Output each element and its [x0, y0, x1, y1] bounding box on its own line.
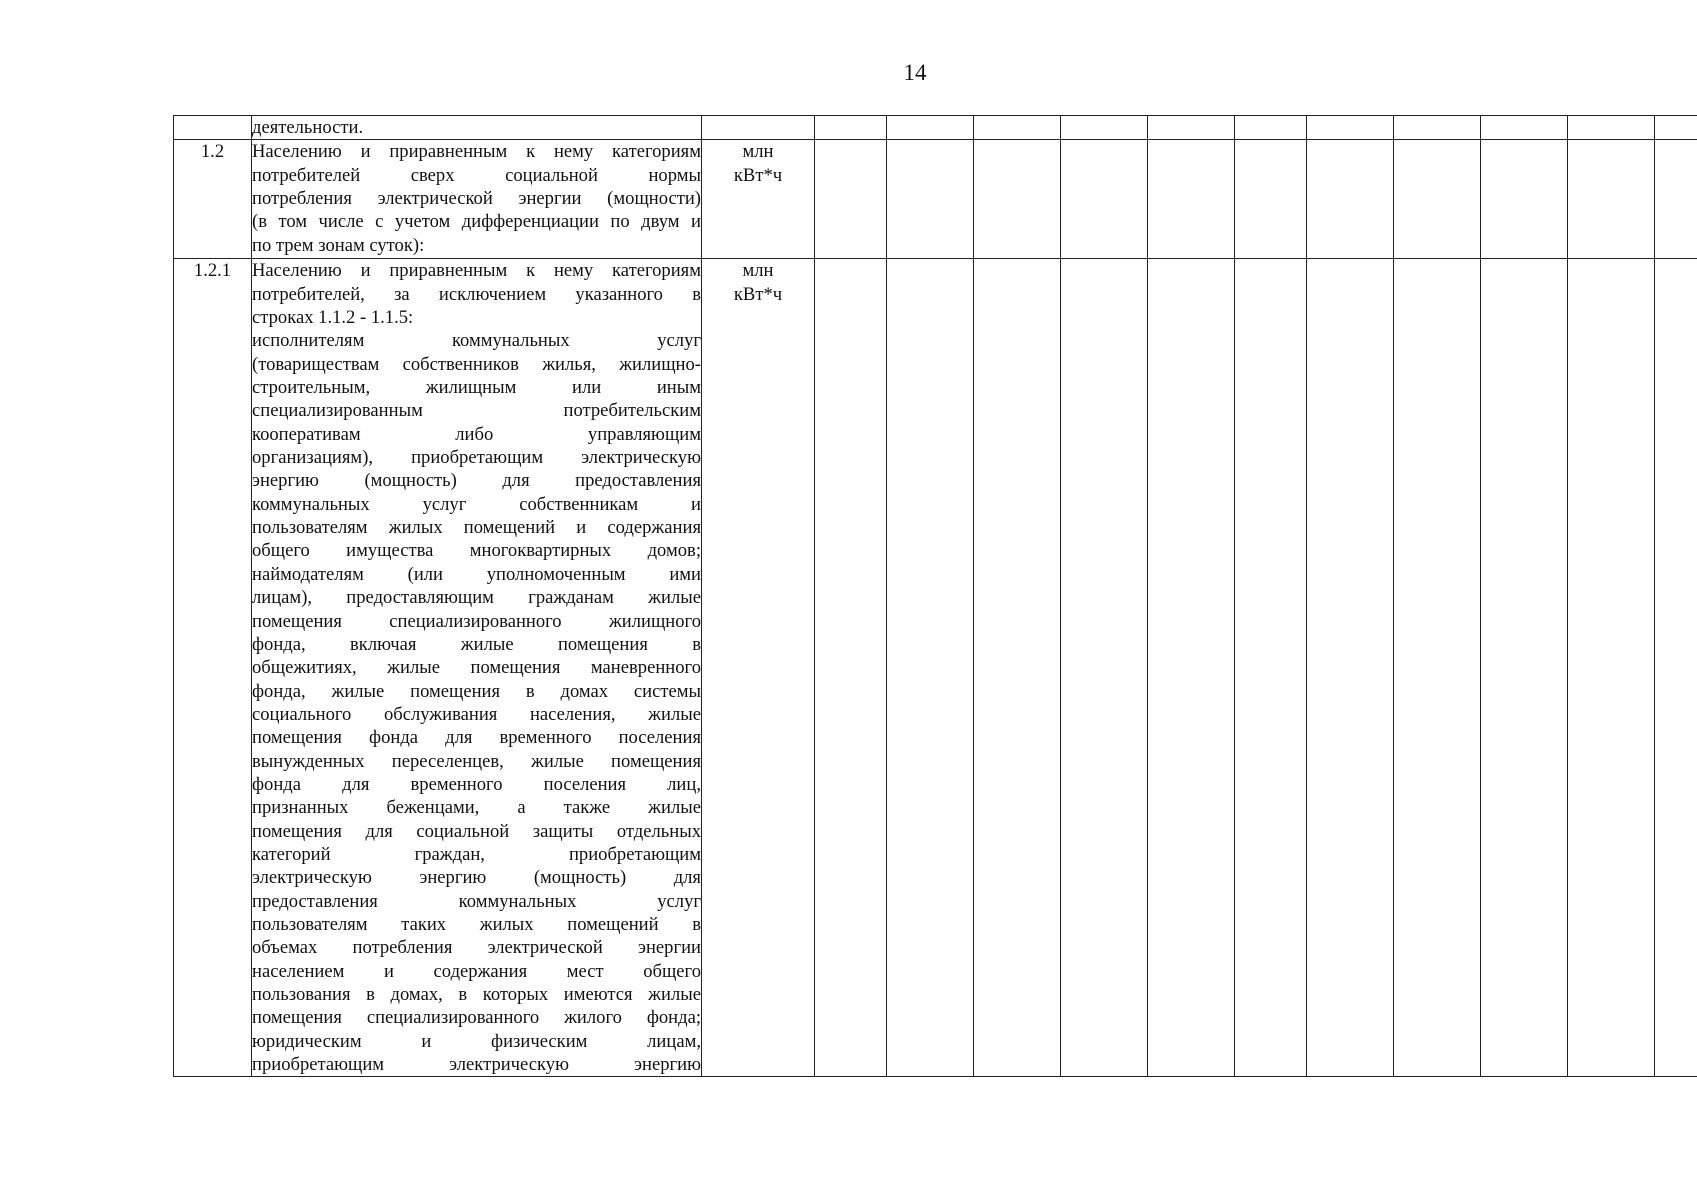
value-cell	[887, 116, 974, 140]
unit-text: кВт*ч	[733, 283, 783, 305]
description-line: строительным, жилищным или иным	[252, 377, 701, 399]
value-cell	[974, 140, 1061, 259]
description-line: кооперативам либо управляющим	[252, 423, 701, 445]
description-line: строках 1.1.2 - 1.1.5:	[252, 307, 414, 329]
value-cell	[974, 116, 1061, 140]
data-table	[173, 115, 1697, 1077]
table-row	[174, 259, 1697, 1077]
value-cell	[1061, 116, 1148, 140]
row-number-cell	[174, 116, 252, 140]
unit-text: млн	[742, 260, 774, 282]
unit-text: кВт*ч	[733, 164, 783, 186]
value-cell	[815, 116, 887, 140]
value-cell	[1394, 116, 1481, 140]
value-cell	[1307, 116, 1394, 140]
value-cell	[1235, 116, 1307, 140]
description-line: помещения специализированного жилого фонда;	[252, 1007, 701, 1029]
description-line: потребителей, за исключением указанного в	[252, 283, 701, 305]
description-line: пользователям жилых помещений и содержания	[252, 517, 701, 539]
value-cell	[1394, 259, 1481, 1077]
value-cell	[1061, 140, 1148, 259]
description-line: общего имущества многоквартирных домов;	[252, 540, 701, 562]
description-line: коммунальных услуг собственникам и	[252, 493, 701, 515]
description-line: предоставления коммунальных услуг	[252, 890, 701, 912]
value-cell	[1481, 116, 1568, 140]
value-cell	[1568, 116, 1655, 140]
description-line: фонда для временного поселения лиц,	[252, 773, 701, 795]
unit-cell	[702, 259, 815, 1077]
value-cell	[1061, 259, 1148, 1077]
description-line: юридическим и физическим лицам,	[252, 1030, 701, 1052]
row-description-cell	[252, 259, 702, 1077]
description-line: помещения фонда для временного поселения	[252, 727, 701, 749]
value-cell	[974, 259, 1061, 1077]
description-line: лицам), предоставляющим гражданам жилые	[252, 587, 701, 609]
description-line: социального обслуживания населения, жилые	[252, 703, 701, 725]
unit-cell	[702, 116, 815, 140]
description-line: вынужденных переселенцев, жилые помещения	[252, 750, 701, 772]
value-cell	[887, 140, 974, 259]
description-line: общежитиях, жилые помещения маневренного	[252, 657, 701, 679]
description-line: категорий граждан, приобретающим	[252, 843, 701, 865]
row-number-cell: 1.2.1	[174, 259, 252, 1077]
description-line: Населению и приравненным к нему категориям	[252, 260, 701, 282]
description-line: по трем зонам суток):	[252, 234, 425, 256]
description-line: (в том числе с учетом дифференциации по двум и	[252, 211, 701, 233]
description-line: населением и содержания мест общего	[252, 960, 701, 982]
description-line: приобретающим электрическую энергию	[252, 1054, 701, 1076]
description-line: фонда, включая жилые помещения в	[252, 633, 701, 655]
value-cell	[1235, 140, 1307, 259]
description-line: потребления электрической энергии (мощности)	[252, 188, 701, 210]
unit-cell	[702, 140, 815, 259]
value-cell	[1655, 259, 1697, 1077]
value-cell	[1148, 259, 1235, 1077]
description-line: пользования в домах, в которых имеются жилые	[252, 984, 701, 1005]
row-description-cell	[252, 116, 702, 140]
value-cell	[1481, 259, 1568, 1077]
row-description-cell	[252, 140, 702, 259]
description-line: (товариществам собственников жилья, жилищно-	[252, 353, 701, 375]
description-line: помещения специализированного жилищного	[252, 610, 701, 632]
value-cell	[1655, 140, 1697, 259]
value-cell	[1307, 259, 1394, 1077]
description-line: наймодателям (или уполномоченным ими	[252, 563, 701, 585]
value-cell	[887, 259, 974, 1077]
description-line: признанных беженцами, а также жилые	[252, 797, 701, 819]
description-line: деятельности.	[252, 117, 364, 138]
value-cell	[1148, 116, 1235, 140]
description-line: потребителей сверх социальной нормы	[252, 164, 701, 186]
description-line: исполнителям коммунальных услуг	[252, 330, 701, 352]
description-line: специализированным потребительским	[252, 400, 701, 422]
value-cell	[1148, 140, 1235, 259]
value-cell	[815, 259, 887, 1077]
description-line: объемах потребления электрической энергии	[252, 937, 701, 959]
description-line: помещения для социальной защиты отдельных	[252, 820, 701, 842]
value-cell	[1307, 140, 1394, 259]
description-line: фонда, жилые помещения в домах системы	[252, 680, 701, 702]
value-cell	[1235, 259, 1307, 1077]
unit-text: млн	[742, 141, 774, 163]
table-row	[174, 116, 1697, 140]
description-line: пользователям таких жилых помещений в	[252, 913, 701, 935]
description-line: электрическую энергию (мощность) для	[252, 867, 701, 889]
value-cell	[815, 140, 887, 259]
table-row	[174, 140, 1697, 259]
value-cell	[1568, 140, 1655, 259]
value-cell	[1568, 259, 1655, 1077]
page-number: 14	[903, 60, 927, 85]
description-line: Населению и приравненным к нему категориям	[252, 141, 701, 163]
value-cell	[1655, 116, 1697, 140]
description-line: энергию (мощность) для предоставления	[252, 470, 701, 492]
value-cell	[1481, 140, 1568, 259]
row-number-cell: 1.2	[174, 140, 252, 259]
value-cell	[1394, 140, 1481, 259]
description-line: организациям), приобретающим электрическую	[252, 447, 701, 469]
